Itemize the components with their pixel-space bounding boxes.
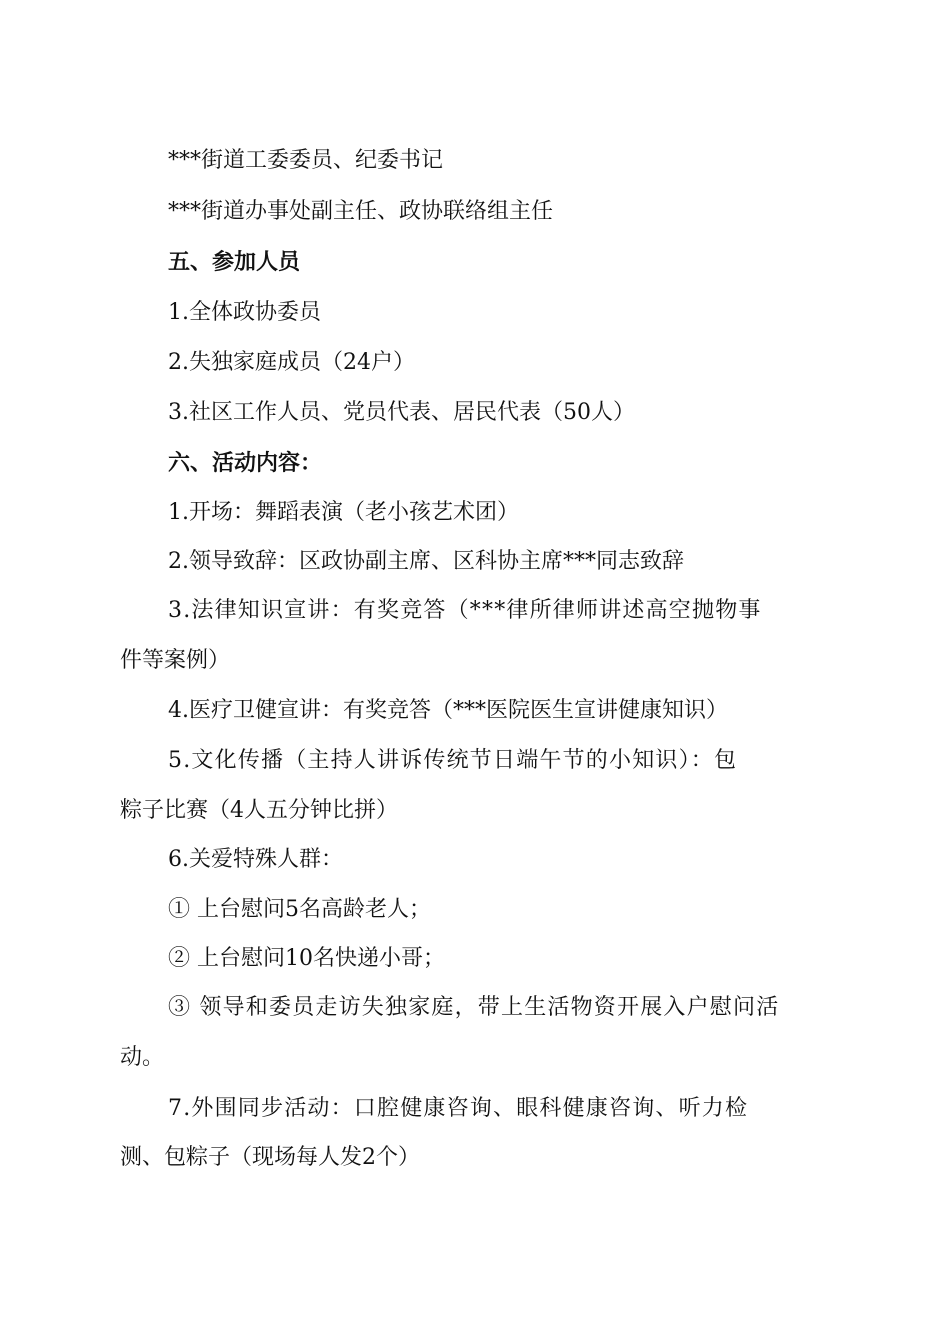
text-line: ***街道办事处副主任、政协联络组主任 <box>168 199 554 224</box>
sub-list-item: ② 上台慰问10名快递小哥； <box>168 946 445 971</box>
list-item: 1.全体政协委员 <box>168 300 321 325</box>
list-item: 7.外围同步活动：口腔健康咨询、眼科健康咨询、听力检 <box>168 1096 749 1121</box>
section-heading: 六、活动内容： <box>168 451 323 476</box>
list-item: 4.医疗卫健宣讲：有奖竞答（***医院医生宣讲健康知识） <box>168 698 728 723</box>
list-item: 3.法律知识宣讲：有奖竞答（***律所律师讲述高空抛物事 <box>168 598 762 623</box>
list-item-continuation: 件等案例） <box>120 648 231 673</box>
list-item: 6.关爱特殊人群： <box>168 847 343 872</box>
list-item: 2.失独家庭成员（24户） <box>168 350 415 375</box>
list-item-continuation: 动。 <box>120 1045 165 1070</box>
list-item: 1.开场：舞蹈表演（老小孩艺术团） <box>168 500 519 525</box>
section-heading: 五、参加人员 <box>168 250 301 275</box>
list-item: 2.领导致辞：区政协副主席、区科协主席***同志致辞 <box>168 549 684 574</box>
sub-list-item: ① 上台慰问5名高龄老人； <box>168 897 431 922</box>
list-item: 5.文化传播（主持人讲诉传统节日端午节的小知识）：包 <box>168 748 738 773</box>
sub-list-item: ③ 领导和委员走访失独家庭，带上生活物资开展入户慰问活 <box>168 995 780 1020</box>
text-line: ***街道工委委员、纪委书记 <box>168 148 444 173</box>
list-item-continuation: 粽子比赛（4人五分钟比拼） <box>120 798 398 823</box>
list-item-continuation: 测、包粽子（现场每人发2个） <box>120 1145 420 1170</box>
list-item: 3.社区工作人员、党员代表、居民代表（50人） <box>168 400 635 425</box>
